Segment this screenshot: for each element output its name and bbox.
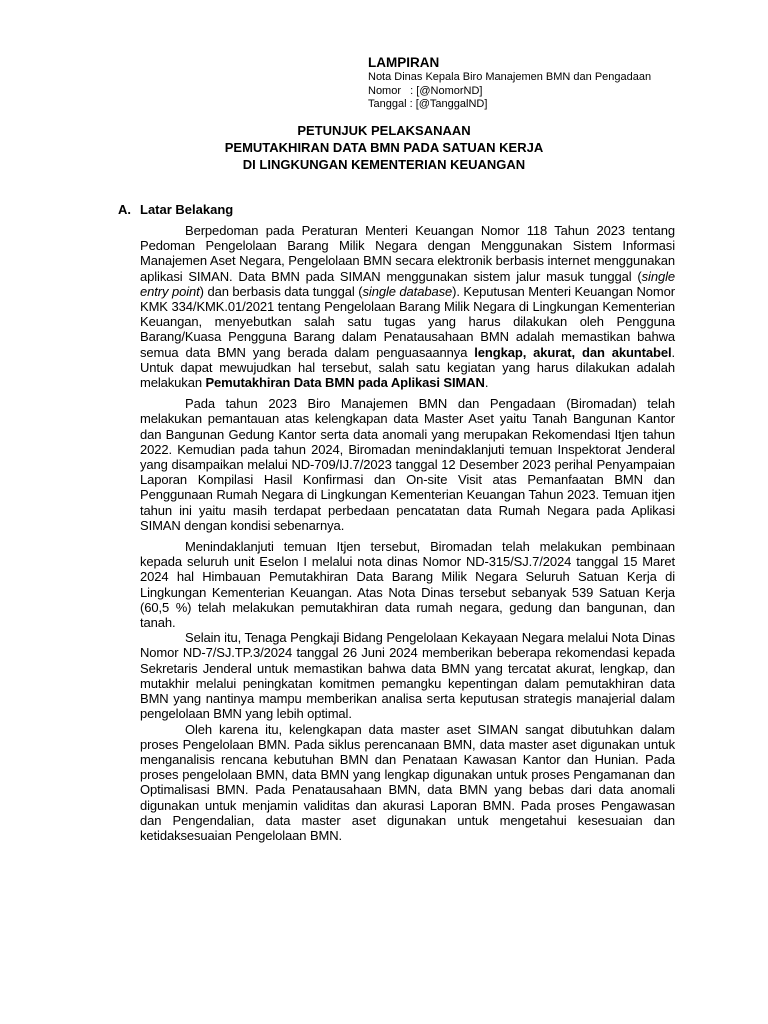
memo-reference: Nota Dinas Kepala Biro Manajemen BMN dan Pengadaan (368, 71, 652, 83)
italic-term: single entry point (140, 268, 675, 299)
bold-phrase: Pemutakhiran Data BMN pada Aplikasi SIMAN (205, 375, 485, 391)
paragraph-2: Pada tahun 2023 Biro Manajemen BMN dan Pengadaan (Biromadan) telah melakukan pemantauan atas kelengkapan data Master Aset yaitu Tanah Bangunan Kantor dan Bangunan Gedung Kantor serta data anomali yang merupakan Rekomendasi Itjen tahun 2022. Kemudian pada tahun 2024, Biromadan menindaklanjuti temuan Inspektorat Jenderal yang disampaikan melalui ND-709/IJ.7/2023 tanggal 12 Desember 2023 perihal Penyampaian Laporan Kompilasi Hasil Konfirmasi dan On-site Visit atas Pemanfaatan BMN dan Penggunaan Rumah Negara di Lingkungan Kementerian Keuangan Tahun 2023. Temuan itjen tahun ini yaitu masih terdapat perbedaan pencatatan data Rumah Negara pada Aplikasi SIMAN dengan kondisi sebenarnya. (140, 396, 675, 533)
title-line-1: PETUNJUK PELAKSANAAN (297, 123, 471, 138)
memo-number: Nomor : [@NomorND] (368, 84, 483, 97)
memo-date: Tanggal : [@TanggalND] (368, 98, 488, 110)
italic-term: single database (362, 283, 453, 299)
section-letter: A. (118, 202, 131, 217)
section-title: Latar Belakang (140, 202, 234, 217)
attachment-title: LAMPIRAN (368, 55, 440, 70)
document-title (0, 122, 768, 173)
attachment-header (368, 54, 698, 112)
title-line-2: PEMUTAKHIRAN DATA BMN PADA SATUAN KERJA (224, 140, 544, 155)
section-a (118, 201, 678, 224)
paragraph-1: Berpedoman pada Peraturan Menteri Keuangan Nomor 118 Tahun 2023 tentang Pedoman Pengelolaan Barang Milik Negara dengan Menggunakan Sistem Informasi Manajemen Aset Negara, Pengelolaan BMN secara elektronik berbasis internet menggunakan aplikasi SIMAN. Data BMN pada SIMAN menggunakan sistem jalur masuk tunggal (single entry point) dan berbasis data tunggal (single database). Keputusan Menteri Keuangan Nomor KMK 334/KMK.01/2021 tentang Pengelolaan Barang Milik Negara di Lingkungan Kementerian Keuangan, menyebutkan salah satu tugas yang harus dilakukan oleh Pengguna Barang/Kuasa Pengguna Barang dalam Penatausahaan BMN adalah memastikan bahwa semua data BMN yang berada dalam penguasaannya lengkap, akurat, dan akuntabel. Untuk dapat mewujudkan hal tersebut, salah satu kegiatan yang harus dilakukan adalah melakukan Pemutakhiran Data BMN pada Aplikasi SIMAN. (140, 223, 676, 391)
section-body (140, 223, 675, 843)
paragraph-3: Menindaklanjuti temuan Itjen tersebut, Biromadan telah melakukan pembinaan kepada seluruh unit Eselon I melalui nota dinas Nomor ND-315/SJ.7/2024 tanggal 15 Maret 2024 hal Himbauan Pemutakhiran Data Barang Milik Negara Seluruh Satuan Kerja di Lingkungan Kementerian Keuangan. Atas Nota Dinas tersebut sebanyak 539 Satuan Kerja (60,5 %) telah melakukan pemutakhiran data rumah negara, gedung dan bangunan, dan tanah. (140, 539, 675, 631)
bold-phrase: lengkap, akurat, dan akuntabel (474, 344, 672, 360)
section-heading (118, 201, 678, 218)
paragraph-5: Oleh karena itu, kelengkapan data master aset SIMAN sangat dibutuhkan dalam proses Pengelolaan BMN. Pada siklus perencanaan BMN, data master aset digunakan untuk menganalisis rencana kebutuhan BMN dan Penataan Kawasan Kantor dan Hunian. Pada proses pengelolaan BMN, data BMN yang lengkap digunakan untuk proses Pengamanan dan Optimalisasi BMN. Pada Penatausahaan BMN, data BMN yang bebas dari data anomali digunakan untuk menjamin validitas dan akurasi Laporan BMN. Pada proses Pengawasan dan Pengendalian, data master aset digunakan untuk mengetahui kesesuaian dan ketidaksesuaian Pengelolaan BMN. (140, 721, 675, 843)
title-line-3: DI LINGKUNGAN KEMENTERIAN KEUANGAN (242, 157, 526, 172)
paragraph-4: Selain itu, Tenaga Pengkaji Bidang Pengelolaan Kekayaan Negara melalui Nota Dinas Nomor ND-7/SJ.TP.3/2024 tanggal 26 Juni 2024 memberikan beberapa rekomendasi kepada Sekretaris Jenderal untuk memastikan bahwa data BMN yang tercatat akurat, lengkap, dan mutakhir melalui peningkatan komitmen pemangku kepentingan dalam pemutakhiran data BMN yang nantinya mampu memberikan analisa serta keputusan strategis manajerial dalam pengelolaan BMN yang lebih optimal. (140, 630, 675, 722)
